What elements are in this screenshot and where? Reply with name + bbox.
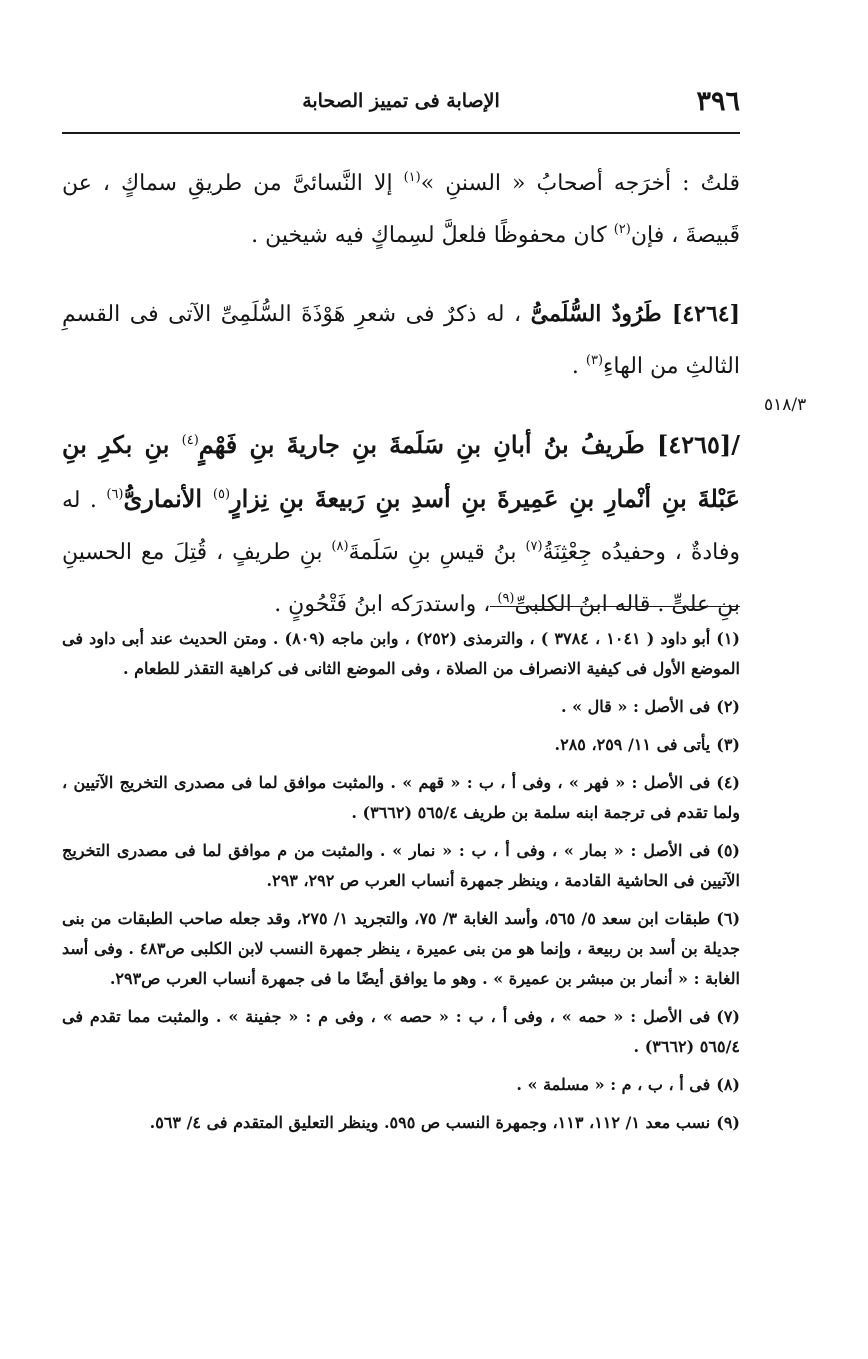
footnotes — [62, 624, 740, 1146]
text-run: ، له ذكرٌ فى شعرِ هَوْذَةَ السُّلَمِىِّ الآتى فى القسمِ الثالثِ من الهاءِ — [62, 302, 740, 379]
running-title: الإصابة فى تمييز الصحابة — [302, 90, 500, 112]
footnote-text: فى الأصل : « فهر » ، وفى أ ، ب : « قهم » . والمثبت موافق لما فى مصدرى التخريج الآتيين ، ولما تقدم فى ترجمة ابنه سلمة بن طريف ٥٦٥/٤ (٣٦٦٢) . — [62, 773, 740, 822]
text-run: قلتُ : أخرَجه أصحابُ « السننِ » — [420, 171, 740, 196]
entry-name: بنِ بكرِ بنِ عَبْلةَ بنِ أنْمارِ بنِ عَمِيرةَ بنِ أسدِ بنِ رَبيعةَ بنِ نِزارٍ — [62, 430, 741, 513]
entry-number: [٤٢٦٥] — [656, 430, 732, 459]
footnote-marker[interactable]: (٩) — [497, 591, 515, 606]
paragraph-gap — [62, 262, 740, 288]
text-run: كان محفوظًا فلعلَّ لسِماكٍ فيه شيخين . — [251, 223, 614, 248]
footnote-marker[interactable]: (٢) — [613, 222, 631, 237]
text-run: . — [571, 354, 586, 379]
header-rule — [62, 132, 740, 134]
footnote-number: (٧) — [716, 1007, 740, 1026]
text-run: بنِ طريفٍ ، قُتِلَ مع الحسينِ بنِ علىٍّ . قاله ابنُ الكلبىِّ — [62, 540, 740, 617]
footnote-marker[interactable]: (٧) — [525, 539, 543, 554]
entry-number: [٤٢٦٤] — [671, 301, 740, 327]
footnote-marker[interactable]: (٥) — [212, 487, 231, 502]
entry-name: طَريفُ بنُ أبانِ بنِ سَلَمةَ بنِ جاريةَ بنِ فَهْمٍ — [198, 430, 657, 459]
footnote-text: أبو داود ( ١٠٤١ ، ٣٧٨٤ ) ، والترمذى (٢٥٢) ، وابن ماجه (٨٠٩) . ومتن الحديث عند أبى داود فى الموضع الأول فى كيفية الانصراف من الصلاة ، وفى الموضع الثانى فى كراهية التقذر للطعام . — [62, 629, 740, 678]
footnote-item — [62, 768, 740, 828]
footnote-text: فى الأصل : « حمه » ، وفى أ ، ب : « حصه » ، وفى م : « جفينة » . والمثبت مما تقدم فى ٥٦٥/٤ (٣٦٦٢) . — [62, 1007, 740, 1056]
footnote-text: فى أ ، ب ، م : « مسلمة » . — [516, 1075, 711, 1094]
footnote-marker[interactable]: (٣) — [585, 353, 604, 368]
footnote-item — [62, 1070, 740, 1100]
entry-4264 — [62, 288, 740, 393]
footnote-number: (٦) — [716, 909, 741, 928]
footnote-number: (٢) — [716, 697, 740, 716]
footnote-item — [62, 836, 740, 896]
main-text — [62, 158, 740, 631]
entry-name: الأنمارىُّ — [123, 484, 213, 513]
footnote-text: فى الأصل : « بمار » ، وفى أ ، ب : « نمار » . والمثبت من م موافق لما فى مصدرى التخريج الآتيين فى الحاشية القادمة ، وينظر جمهرة أنساب العرب ص ٢٩٢، ٢٩٣. — [62, 841, 740, 890]
footnote-item — [62, 624, 740, 684]
footnote-rule — [490, 606, 740, 607]
footnote-text: نسب معد ١/ ١١٢، ١١٣، وجمهرة النسب ص ٥٩٥. وينظر التعليق المتقدم فى ٤/ ٥٦٣. — [149, 1113, 711, 1132]
folio-slash: / — [731, 430, 740, 459]
entry-name: طَرُودٌ السُّلَمىُّ — [530, 301, 672, 327]
footnote-marker[interactable]: (٨) — [331, 539, 349, 554]
footnote-marker[interactable]: (٤) — [181, 433, 199, 448]
footnote-text: فى الأصل : « قال » . — [560, 697, 711, 716]
footnote-item — [62, 1002, 740, 1062]
footnote-number: (٤) — [716, 773, 740, 792]
footnote-item — [62, 692, 740, 722]
paragraph-commentary — [62, 158, 740, 262]
entry-4265 — [62, 419, 740, 631]
footnote-text: يأتى فى ١١/ ٢٥٩، ٢٨٥. — [554, 735, 711, 754]
footnote-number: (٨) — [716, 1075, 740, 1094]
footnote-item — [62, 730, 740, 760]
page-number: ٣٩٦ — [696, 86, 740, 117]
footnote-number: (٥) — [716, 841, 740, 860]
paragraph-gap — [62, 393, 740, 419]
footnote-number: (١) — [716, 629, 740, 648]
text-run: إلا النَّسائىَّ من طريقِ سماكٍ ، عن قَبيصةَ ، فإن — [62, 171, 740, 248]
text-run: . له وفادةٌ ، وحفيدُه جِعْثِنَةُ — [62, 488, 740, 565]
footnote-marker[interactable]: (١) — [403, 170, 421, 185]
page-header — [62, 86, 740, 122]
footnote-marker[interactable]: (٦) — [106, 487, 124, 502]
text-run: بنُ قيسِ بنِ سَلَمةَ — [348, 540, 526, 565]
footnote-item — [62, 1108, 740, 1138]
footnote-number: (٩) — [716, 1113, 740, 1132]
footnote-number: (٣) — [716, 735, 740, 754]
footnote-text: طبقات ابن سعد ٥/ ٥٦٥، وأسد الغابة ٣/ ٧٥، والتجريد ١/ ٢٧٥، وقد جعله صاحب الطبقات من بنى جديلة بن أسد بن ربيعة ، وإنما هو من بنى عميرة ، ينظر جمهرة النسب لابن الكلبى ص٤٨٣ . وفى أسد الغابة : « أنمار بن مبشر بن عميرة » . وهو ما يوافق أيضًا ما فى جمهرة أنساب العرب ص٢٩٣. — [62, 909, 740, 988]
margin-reference: ٥١٨/٣ — [764, 395, 807, 415]
footnote-item — [62, 904, 740, 994]
text-run: ، واستدرَكه ابنُ فَتْحُونٍ . — [274, 592, 498, 617]
